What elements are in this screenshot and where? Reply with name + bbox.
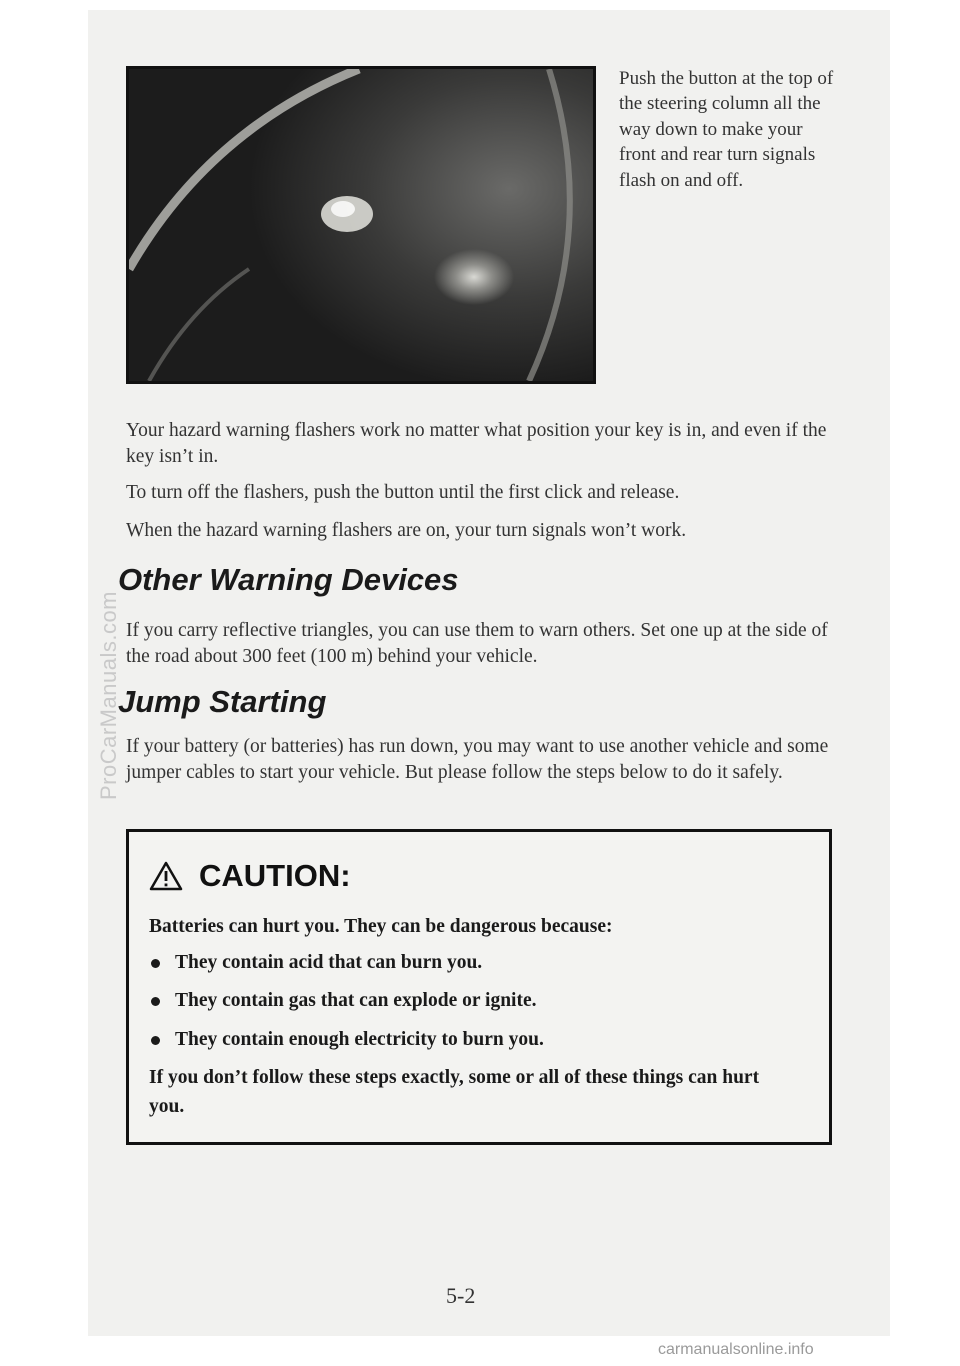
caution-closing: If you don’t follow these steps exactly, some or all of these things can hurt you. [149,1067,760,1117]
hazard-paragraph-3: When the hazard warning flashers are on, your turn signals won’t work. [126,520,687,541]
caution-bullet [149,952,482,974]
bullet-dot-icon [151,997,160,1006]
caution-bullet-text: They contain acid that can burn you. [175,952,483,973]
hazard-paragraph-1: Your hazard warning flashers work no matter what position your key is in, and even if the key isn’t in. [126,420,827,467]
caution-label: CAUTION: [199,858,351,893]
page-number: 5-2 [446,1283,476,1308]
watermark-bottom: carmanualsonline.info [658,1341,814,1358]
hazard-paragraph-2: To turn off the flashers, push the button until the first click and release. [126,482,680,503]
watermark-left: ProCarManuals.com [96,590,121,800]
caution-bullet [149,1029,544,1051]
other-warning-heading: Other Warning Devices [118,562,459,597]
jump-starting-heading: Jump Starting [118,684,327,719]
caution-intro: Batteries can hurt you. They can be dangerous because: [149,916,613,937]
caution-bullet [149,990,536,1012]
steering-column-illustration [129,69,593,381]
hazard-button-photo [126,66,596,384]
jump-starting-body: If your battery (or batteries) has run down, you may want to use another vehicle and some jumper cables to start your vehicle. But please follow the steps below to do it safely. [126,736,829,783]
hazard-instructions: Push the button at the top of the steering column all the way down to make your front and rear turn signals flash on and off. [619,68,834,191]
bullet-dot-icon [151,959,160,968]
caution-box [126,829,832,1145]
caution-bullet-text: They contain enough electricity to burn you. [175,1029,544,1050]
bullet-dot-icon [151,1036,160,1045]
caution-bullet-text: They contain gas that can explode or ignite. [175,990,537,1011]
caution-title [149,858,351,894]
other-warning-body: If you carry reflective triangles, you can use them to warn others. Set one up at the side of the road about 300 feet (100 m) behind your vehicle. [126,620,828,667]
warning-triangle-icon [149,861,183,891]
